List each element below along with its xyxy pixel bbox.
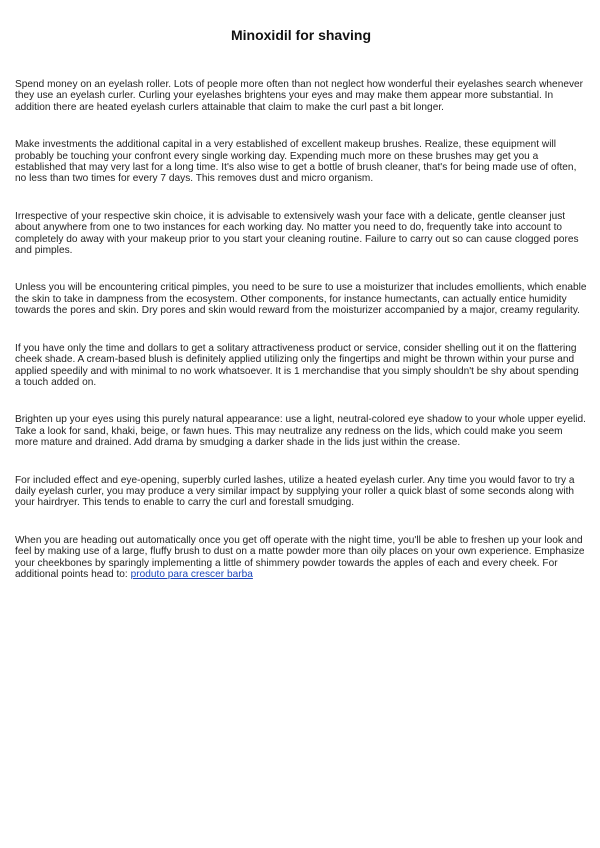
paragraph-heated-curler: For included effect and eye-opening, superbly curled lashes, utilize a heated eyelash curler. Any time you would favor to try a daily eyelash curler, you may produce a very similar impact by supplying your roller a quick blast of some seconds along with your hairdryer. This tends to enable to carry the curl and forestall smudging. [15,474,575,509]
paragraph-wash-face: Irrespective of your respective skin choice, it is advisable to extensively wash your face with a delicate, gentle cleanser just about anywhere from one to two instances for each working day. No matter you need to do, frequently take into account to completely do away with your makeup prior to you start your cleaning routine. Failure to carry out so can cause clogged pores and pimples. [15,210,579,257]
paragraph-eyelash-roller: Spend money on an eyelash roller. Lots of people more often than not neglect how wonderful their eyelashes search whenever they use an eyelash curler. Curling your eyelashes brightens your eyes and may make them appear more substantial. In addition there are heated eyelash curlers attainable that claim to make the curl past a bit longer. [15,79,584,113]
paragraph-cheek-shade: If you have only the time and dollars to get a solitary attractiveness product or service, consider shelling out it on the flattering cheek shade. A cream-based blush is definitely applied utilizing only the fingertips and might be thrown within your purse and applied speedily and with minimal to no work whatsoever. It is 1 merchandise that you simply shouldn't be shy about spending a touch added on. [15,342,579,388]
document-page [15,0,587,580]
paragraph-brighten-eyes: Brighten up your eyes using this purely natural appearance: use a light, neutral-colored eye shadow to your whole upper eyelid. Take a look for sand, khaki, beige, or fawn hues. This may neutralize any redness on the lids, which could make you seem more mature and drained. Add drama by smudging a darker shade in the lids just within the crease. [15,414,586,449]
paragraph-moisturizer: Unless you will be encountering critical pimples, you need to be sure to use a moisturizer that includes emollients, which enable the skin to take in dampness from the ecosystem. Other components, for instance humectants, can actually entice humidity towards the pores and skin. Dry pores and skin would reward from the moisturizer accompanied by a major, creamy regularity. [15,282,587,317]
paragraph-night-out-text: When you are heading out automatically once you get off operate with the night time, you'll be able to freshen up your look and feel by making use of a large, fluffy brush to dust on a matte powder more than oily places on your own experience. Emphasize your cheekbones by sparingly implementing a little of shimmery powder towards the apples of each and every cheek. For additional points head to: [15,534,585,580]
page-title: Minoxidil for shaving [230,27,371,43]
paragraph-makeup-brushes: Make investments the additional capital in a very established of excellent makeup brushes. Realize, these equipment will probably be touching your confront every single working day. Expending much more on these brushes may get you a established that may very last for a long time. It's also wise to get a bottle of brush cleaner, that's for being made use of often, no less than two times for every 7 days. This removes dust and micro organism. [15,139,577,185]
paragraph-night-out [15,535,587,581]
produto-link[interactable]: produto para crescer barba [130,568,253,580]
